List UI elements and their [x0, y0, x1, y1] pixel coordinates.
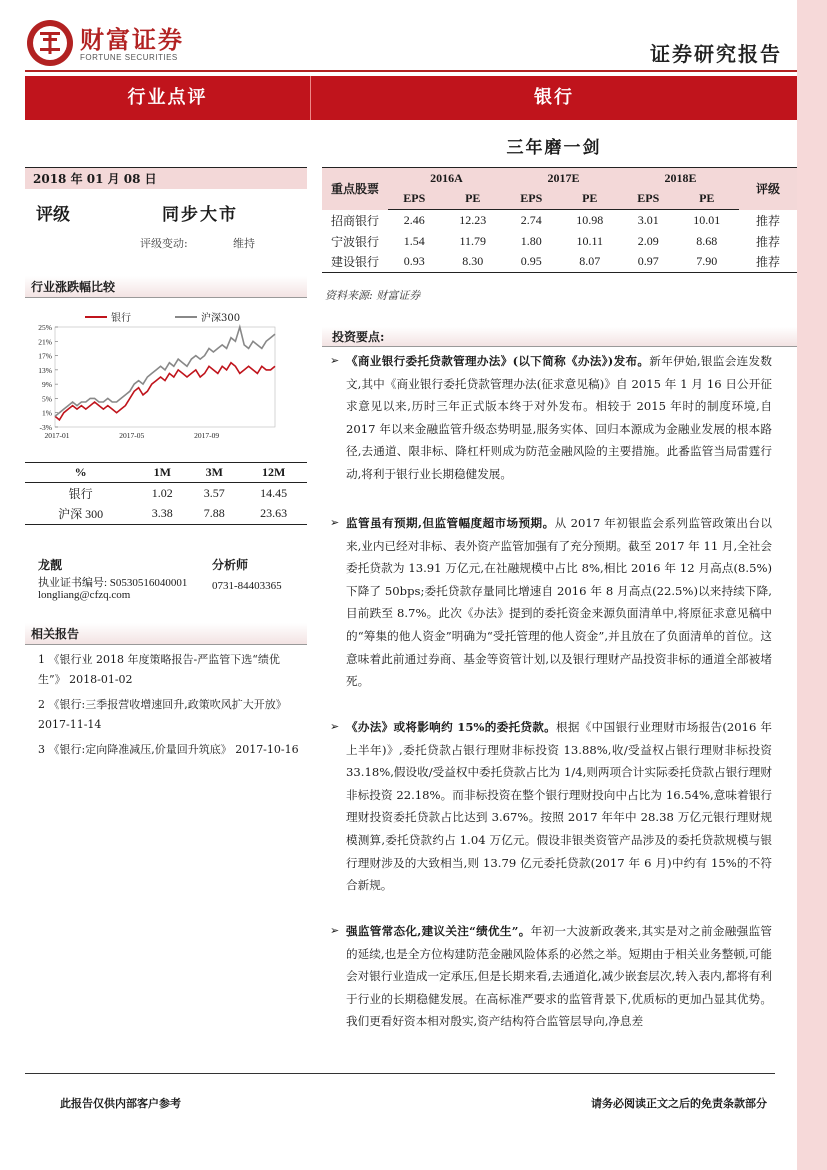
analyst-email[interactable]: longliang@cfzq.com: [38, 589, 131, 601]
eps-subheader: EPS: [388, 189, 441, 210]
y-tick-label: 5%: [42, 394, 52, 404]
point-body: 新年伊始,银监会连发数文,其中《商业银行委托贷款管理办法(征求意见稿)》自 2015 年 1 月 16 日公开征求意见以来,历时三年正式版本终于对外发布。相较于 2015 年时的制度环境,自 2017 年以来金融监管升级态势明显,服务实体、回归本源成为金融业发展的根本路径,去通道、限非标、降杠杆则成为防范金融风险的主要措施。此番监管当局雷霆行动,将利于银行业长期稳健发展。: [346, 354, 772, 481]
y-tick-label: 9%: [42, 380, 52, 390]
eps-subheader: PE: [675, 189, 739, 210]
industry-performance-chart: [25, 305, 295, 450]
table-source-note: 资料来源: 财富证券: [325, 289, 421, 302]
eps-cell: 10.11: [576, 233, 604, 248]
eps-cell: 10.01: [693, 212, 721, 227]
x-tick-label: 2017-09: [194, 431, 220, 440]
perf-header-cell: 1M: [136, 463, 188, 483]
related-report-item[interactable]: 3 《银行:定向降准减压,价量回升筑底》 2017-10-16: [38, 743, 299, 756]
chart-plot-frame: [55, 327, 275, 427]
eps-col-stock: 重点股票: [322, 168, 388, 210]
eps-col-year: 2018E: [622, 168, 739, 189]
table-row: [322, 210, 797, 231]
report-title: 三年磨一剑: [506, 138, 602, 158]
y-tick-label: -3%: [39, 423, 52, 432]
perf-cell: 3.38: [136, 504, 188, 525]
rating-change-label: 评级变动:: [140, 237, 188, 250]
point-body: 从 2017 年初银监会系列监管政策出台以来,业内已经对非标、表外资产监管加强有了充分预期。截至 2017 年 11 月,全社会委托贷款为 13.91 万亿元,在社融规模中占比 8%,相比 2016 年 12 月高点(8.5%)下降了 50bps;委托贷款存量同比增速自 2016 年 8 月高点(22.5%)以来持续下降,目前跌至 8.7%。此次《办法》提到的委托资金来源负面清单中,将原征求意见稿中的“筹集的他人资金”明确为“受托管理的他人资金”,并且放在了负面清单的首位。这意味着此前通过券商、基金等资管计划,以及银行理财产品投资非标的通道全部被堵死。: [346, 516, 772, 689]
perf-cell: 7.88: [188, 504, 240, 525]
eps-cell: 11.79: [459, 233, 487, 248]
eps-cell: 8.07: [558, 252, 622, 273]
footer-rule: [25, 1073, 775, 1074]
perf-cell: 23.63: [240, 504, 307, 525]
performance-table: [25, 462, 307, 525]
eps-col-year: 2016A: [388, 168, 505, 189]
eps-cell: 1.54: [403, 233, 425, 248]
perf-cell: 1.02: [151, 485, 173, 500]
chart-section-title: 行业涨跌幅比较: [25, 276, 307, 298]
point-lead: 《商业银行委托贷款管理办法》(以下简称《办法》)发布。: [346, 354, 650, 368]
arrow-bullet-icon: ➢: [330, 354, 340, 367]
report-date: 2018 年 01 月 08 日: [25, 167, 307, 189]
eps-cell: 推荐: [755, 234, 780, 249]
related-report-item[interactable]: 1 《银行业 2018 年度策略报告-严监管下选“绩优生”》 2018-01-02: [38, 653, 280, 686]
eps-cell: 1.80: [520, 233, 542, 248]
eps-cell: 推荐: [755, 213, 780, 228]
table-row: [322, 231, 797, 252]
series-line-bank: [55, 363, 275, 420]
perf-cell: 14.45: [260, 485, 288, 500]
arrow-bullet-icon: ➢: [330, 924, 340, 937]
eps-subheader: EPS: [505, 189, 558, 210]
eps-subheader: EPS: [622, 189, 675, 210]
analyst-title: 分析师: [212, 558, 249, 572]
x-tick-label: 2017-05: [119, 431, 145, 440]
perf-cell: 银行: [68, 486, 93, 501]
banner-industry: 银行: [534, 87, 574, 108]
eps-subheader: PE: [558, 189, 622, 210]
related-report-item[interactable]: 2 《银行:三季报营收增速回升,政策吹风扩大开放》 2017-11-14: [38, 698, 287, 731]
analyst-phone: 0731-84403365: [212, 580, 282, 592]
y-tick-label: 21%: [38, 337, 52, 347]
footer-disclaimer-note: 请务必阅读正文之后的免责条款部分: [591, 1097, 767, 1110]
banner-category: 行业点评: [127, 87, 208, 108]
related-reports-title: 相关报告: [25, 623, 307, 645]
point-lead: 《办法》或将影响约 15%的委托贷款。: [346, 720, 557, 734]
rating-label: 评级: [36, 205, 70, 225]
key-stocks-table: [322, 167, 797, 273]
report-type: 证券研究报告: [650, 42, 782, 66]
eps-cell: 2.46: [403, 212, 425, 227]
eps-cell: 推荐: [739, 252, 797, 273]
eps-col-year: 2017E: [505, 168, 622, 189]
eps-cell: 12.23: [459, 212, 487, 227]
y-tick-label: 1%: [42, 408, 52, 418]
investment-highlights-title: 投资要点:: [322, 327, 797, 347]
related-reports-list: [38, 650, 300, 765]
investment-point: [332, 350, 772, 486]
eps-cell: 2.09: [637, 233, 659, 248]
brand-name-en: FORTUNE SECURITIES: [80, 53, 178, 62]
rating-value: 同步大市: [162, 205, 238, 225]
point-lead: 监管虽有预期,但监管幅度超市场预期。: [346, 516, 555, 530]
legend-label: 银行: [111, 313, 131, 324]
rating-change-value: 维持: [233, 237, 255, 250]
perf-cell: 3.57: [203, 485, 225, 500]
eps-cell: 0.93: [388, 252, 441, 273]
perf-header-cell: 12M: [240, 463, 307, 483]
x-tick-label: 2017-01: [44, 431, 70, 440]
eps-cell: 3.01: [637, 212, 659, 227]
table-row: [322, 252, 797, 273]
investment-point: [332, 716, 772, 897]
brand-name-cn: 财富证券: [80, 25, 184, 54]
y-tick-label: 25%: [38, 323, 52, 332]
y-tick-label: 17%: [38, 351, 52, 361]
eps-cell: 宁波银行: [330, 234, 379, 249]
eps-cell: 招商银行: [330, 213, 379, 228]
eps-cell: 8.68: [696, 233, 718, 248]
page-side-strip: [797, 0, 827, 1170]
point-lead: 强监管常态化,建议关注“绩优生”。: [346, 924, 531, 938]
analyst-name: 龙靓: [38, 558, 63, 572]
eps-cell: 建设银行: [322, 252, 388, 273]
eps-cell: 0.95: [505, 252, 558, 273]
header-rule: [25, 70, 797, 72]
eps-cell: 2.74: [520, 212, 542, 227]
eps-cell: 7.90: [675, 252, 739, 273]
perf-header-cell: %: [25, 463, 136, 483]
investment-point: [332, 920, 772, 1033]
eps-col-rating: 评级: [739, 168, 797, 210]
table-row: [25, 483, 307, 504]
investment-point: [332, 512, 772, 693]
legend-label: 沪深300: [201, 313, 241, 324]
eps-cell: 10.98: [576, 212, 604, 227]
point-body: 年初一大波新政袭来,其实是对之前金融强监管的延续,也是全方位构建防范金融风险体系的必然之举。短期由于相关业务整顿,可能会对银行业造成一定承压,但是长期来看,去通道化,减少嵌套层次,转入表内,都将有利于行业的长期稳健发展。在高标准严要求的监管背景下,优质标的更加凸显其优势。我们更看好资本相对殷实,资产结构符合监管层导向,净息差: [346, 924, 773, 1029]
eps-cell: 0.97: [622, 252, 675, 273]
point-body: 根据《中国银行业理财市场报告(2016 年上半年)》,委托贷款占银行理财非标投资 13.88%,收/受益权占银行理财非标投资 33.18%,假设收/受益权中委托贷款占比为 1/4,则两项合计实际委托贷款占银行理财非标投资 22.18%。而非标投资在整个银行理财投向中占比为 16.54%,意味着银行理财投资委托贷款占比达到 3.67%。按照 2017 年年中 28.38 万亿元银行理财规模测算,委托贷款约占 1.04 万亿元。假设非银类资管产品涉及的委托贷款规模与银行理财涉及的大致相当,则 13.79 亿元委托贷款(2017 年 6 月)中约有 15%的不符合新规。: [346, 720, 772, 893]
footer-left-note: 此报告仅供内部客户参考: [60, 1097, 181, 1110]
perf-header-cell: 3M: [188, 463, 240, 483]
arrow-bullet-icon: ➢: [330, 720, 340, 733]
eps-cell: 8.30: [441, 252, 505, 273]
fortune-securities-logo: [25, 18, 75, 68]
eps-subheader: PE: [441, 189, 505, 210]
analyst-license: 执业证书编号: S0530516040001: [38, 577, 188, 589]
perf-cell: 沪深 300: [25, 504, 136, 525]
table-row: [25, 504, 307, 525]
arrow-bullet-icon: ➢: [330, 516, 340, 529]
y-tick-label: 13%: [38, 365, 52, 375]
